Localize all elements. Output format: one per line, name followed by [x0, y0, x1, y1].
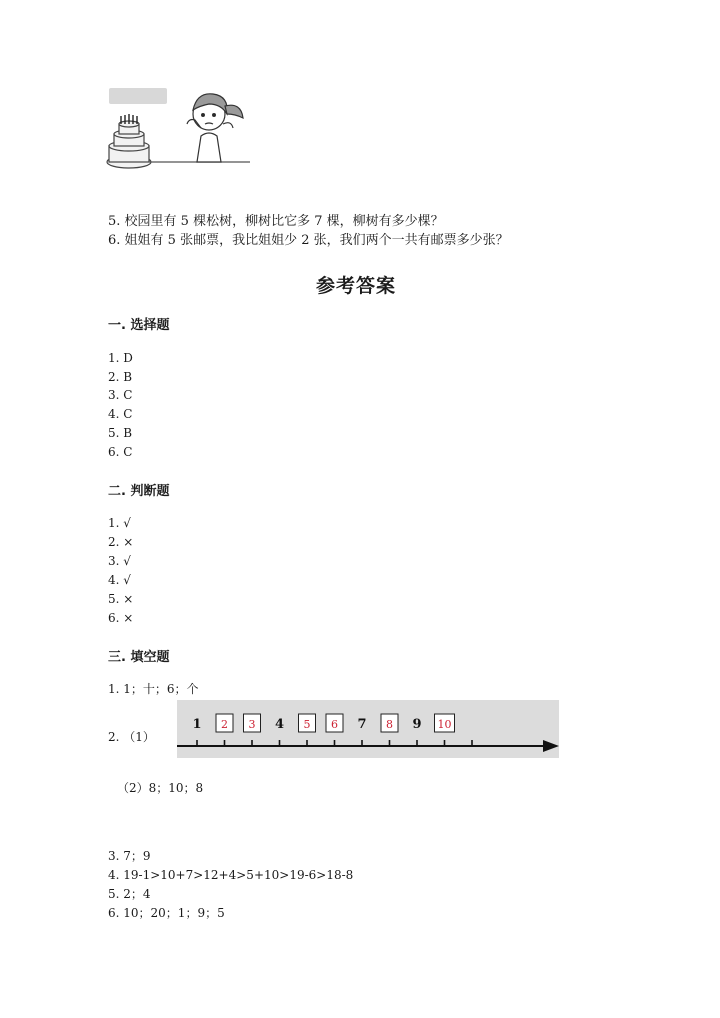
number-line-label: 10	[437, 718, 452, 731]
banner-decoration	[109, 88, 167, 104]
answer-item: 3. C	[108, 388, 133, 402]
question-5: 5. 校园里有 5 棵松树，柳树比它多 7 棵，柳树有多少棵？	[108, 214, 444, 229]
answer-item: 2. （1）	[108, 730, 155, 744]
birthday-cake-icon	[107, 114, 151, 168]
number-line-label: 4	[274, 717, 285, 732]
section-heading-choice: 一. 选择题	[108, 318, 170, 333]
answer-item: 4. 19-1>10+7>12+4>5+10>19-6>18-8	[108, 868, 354, 882]
number-line-label: 6	[331, 718, 338, 731]
answer-item: 2. B	[108, 370, 133, 384]
answer-item: 6. C	[108, 445, 133, 459]
number-line-svg	[177, 700, 559, 758]
section-heading-fill-blank: 三. 填空题	[108, 650, 170, 665]
answer-item: 4. √	[108, 573, 131, 587]
number-line-figure	[177, 700, 559, 758]
question-6: 6. 姐姐有 5 张邮票，我比姐姐少 2 张，我们两个一共有邮票多少张？	[108, 233, 509, 248]
thinking-girl-icon	[187, 94, 243, 162]
answer-item: 5. 2；4	[108, 887, 151, 901]
number-line-label: 7	[357, 717, 367, 732]
arrow-head-icon	[543, 740, 559, 752]
answer-item: 6. ×	[108, 611, 134, 625]
number-line-label: 5	[303, 718, 311, 731]
answer-item: 3. √	[108, 554, 131, 568]
answer-item: 5. ×	[108, 592, 134, 606]
answer-item: 5. B	[108, 426, 133, 440]
answer-item: 3. 7；9	[108, 849, 151, 863]
answer-item: 1. D	[108, 351, 133, 365]
number-line-label: 9	[412, 717, 422, 732]
illustration-svg	[105, 84, 250, 179]
answer-item: 1. 1；十；6；个	[108, 682, 199, 696]
number-line-label: 8	[386, 718, 393, 731]
answer-item: （2）8；10；8	[117, 781, 204, 795]
illustration	[105, 84, 250, 179]
answer-item: 4. C	[108, 407, 133, 421]
section-heading-judgement: 二. 判断题	[108, 484, 170, 499]
number-line-label: 1	[192, 717, 202, 732]
answer-item: 1. √	[108, 516, 131, 530]
number-line-label: 2	[221, 718, 228, 731]
answers-title: 参考答案	[316, 275, 397, 297]
answer-item: 2. ×	[108, 535, 134, 549]
answer-item: 6. 10；20；1；9；5	[108, 906, 225, 920]
number-line-label: 3	[248, 718, 256, 731]
